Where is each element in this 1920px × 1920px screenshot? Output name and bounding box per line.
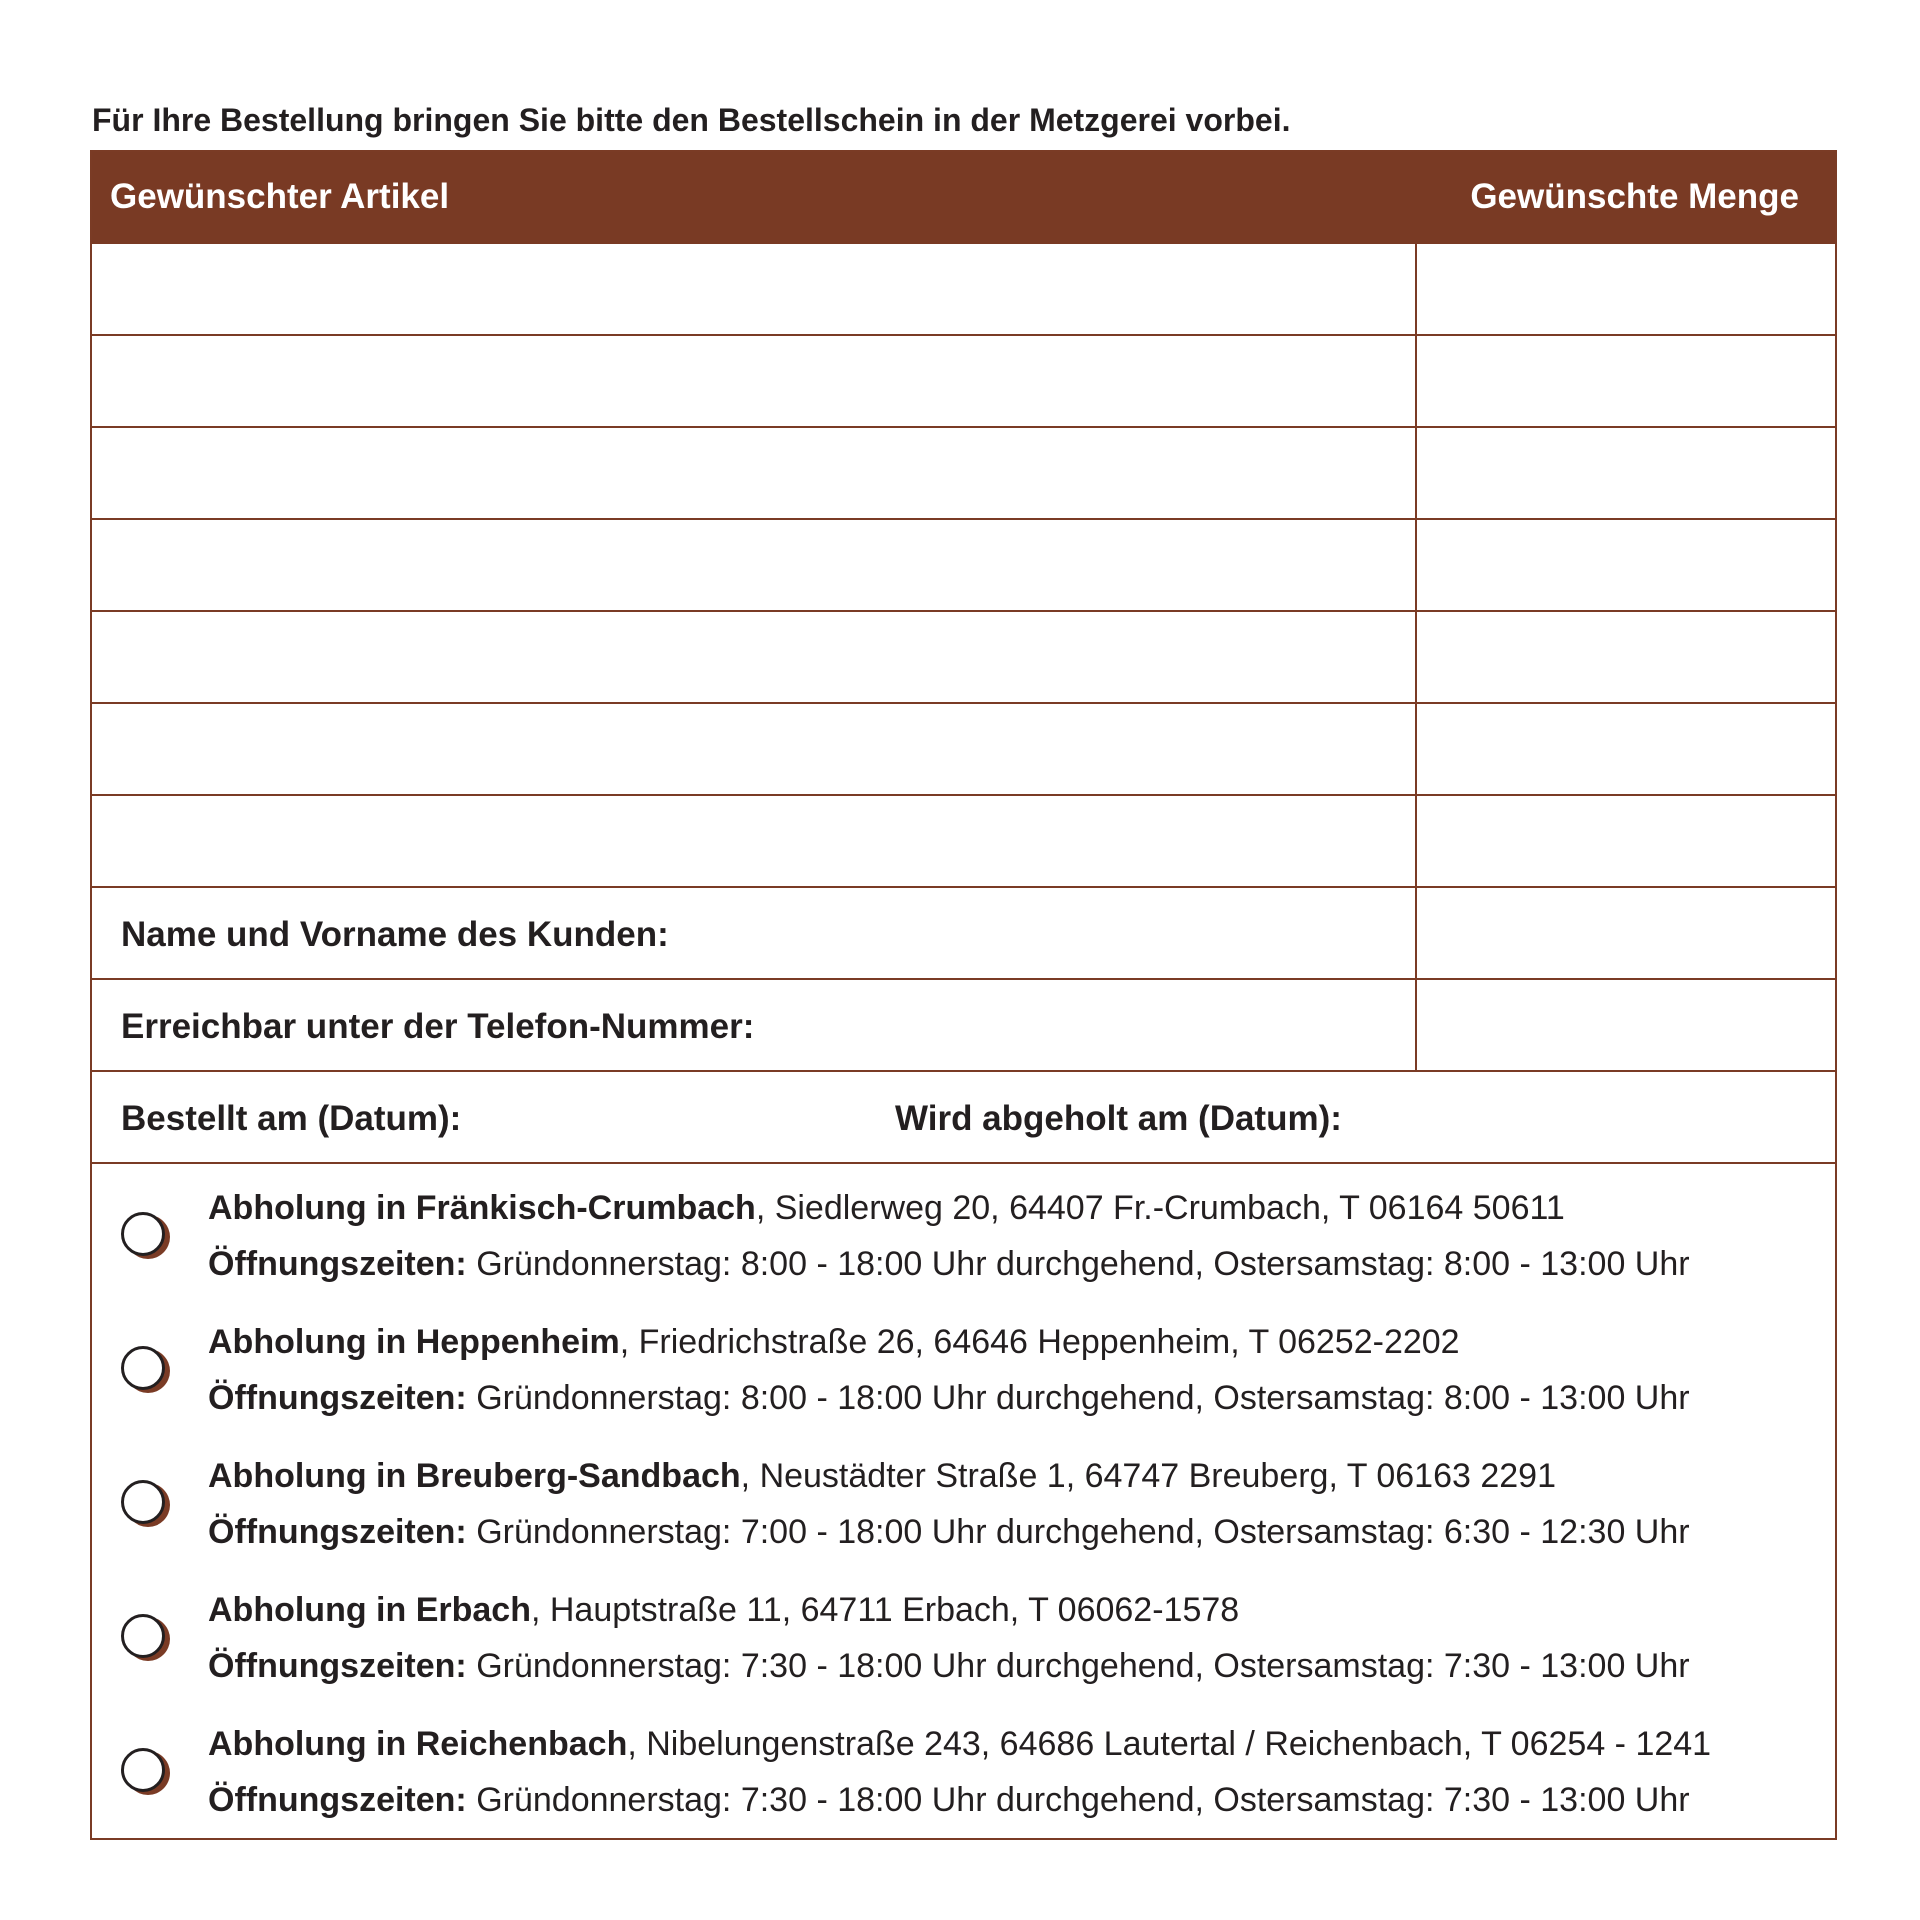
pickup-option[interactable] (92, 1566, 1837, 1686)
phone-field[interactable] (92, 980, 1417, 1070)
pickup-hours-line (208, 1780, 1690, 1820)
phone-label: Erreichbar unter der Telefon-Nummer: (121, 1007, 755, 1046)
article-input[interactable] (92, 520, 1417, 610)
date-row (92, 1072, 1835, 1164)
customer-name-field[interactable] (92, 888, 1417, 978)
pickup-option[interactable] (92, 1164, 1837, 1284)
quantity-input[interactable] (1417, 520, 1835, 610)
pickup-address-line (208, 1590, 1239, 1630)
pickup-option[interactable] (92, 1432, 1837, 1552)
article-input[interactable] (92, 704, 1417, 794)
order-row (92, 520, 1835, 612)
article-input[interactable] (92, 244, 1417, 334)
header-article: Gewünschter Artikel (110, 177, 450, 216)
pickup-hours-line (208, 1244, 1690, 1284)
order-row (92, 244, 1835, 336)
customer-name-row (92, 888, 1835, 980)
phone-extra[interactable] (1417, 980, 1835, 1070)
pickup-address: , Siedlerweg 20, 64407 Fr.-Crumbach, T 06164 50611 (755, 1189, 1565, 1227)
pickup-hours: Gründonnerstag: 7:30 - 18:00 Uhr durchgehend, Ostersamstag: 7:30 - 13:00 Uhr (466, 1647, 1690, 1685)
radio-button[interactable] (121, 1748, 165, 1792)
hours-label: Öffnungszeiten: (208, 1513, 467, 1551)
radio-button[interactable] (121, 1346, 165, 1390)
pickup-address-line (208, 1322, 1460, 1362)
radio-button[interactable] (121, 1614, 165, 1658)
pickup-hours: Gründonnerstag: 8:00 - 18:00 Uhr durchgehend, Ostersamstag: 8:00 - 13:00 Uhr (466, 1379, 1690, 1417)
article-input[interactable] (92, 336, 1417, 426)
quantity-input[interactable] (1417, 796, 1835, 886)
article-input[interactable] (92, 796, 1417, 886)
pickup-hours-line (208, 1378, 1690, 1418)
hours-label: Öffnungszeiten: (208, 1781, 467, 1819)
pickup-on-label: Wird abgeholt am (Datum): (895, 1099, 1342, 1138)
pickup-location: Abholung in Breuberg-Sandbach (208, 1457, 741, 1495)
customer-name-extra[interactable] (1417, 888, 1835, 978)
pickup-address-line (208, 1724, 1711, 1764)
pickup-hours-line (208, 1512, 1690, 1552)
pickup-option[interactable] (92, 1700, 1837, 1820)
radio-button[interactable] (121, 1480, 165, 1524)
order-row (92, 796, 1835, 888)
pickup-location: Abholung in Erbach (208, 1591, 531, 1629)
article-input[interactable] (92, 428, 1417, 518)
pickup-address: , Nibelungenstraße 243, 64686 Lautertal / Reichenbach, T 06254 - 1241 (627, 1725, 1712, 1763)
pickup-location: Abholung in Heppenheim (208, 1323, 620, 1361)
date-field[interactable] (92, 1072, 1835, 1162)
article-input[interactable] (92, 612, 1417, 702)
quantity-input[interactable] (1417, 336, 1835, 426)
order-form (90, 150, 1837, 1840)
table-header (92, 152, 1835, 244)
pickup-hours: Gründonnerstag: 7:30 - 18:00 Uhr durchgehend, Ostersamstag: 7:30 - 13:00 Uhr (466, 1781, 1690, 1819)
order-row (92, 612, 1835, 704)
pickup-hours: Gründonnerstag: 7:00 - 18:00 Uhr durchgehend, Ostersamstag: 6:30 - 12:30 Uhr (466, 1513, 1690, 1551)
quantity-input[interactable] (1417, 704, 1835, 794)
pickup-address-line (208, 1188, 1565, 1228)
pickup-option[interactable] (92, 1298, 1837, 1418)
quantity-input[interactable] (1417, 244, 1835, 334)
customer-name-label: Name und Vorname des Kunden: (121, 915, 669, 954)
pickup-location: Abholung in Reichenbach (208, 1725, 628, 1763)
order-row (92, 704, 1835, 796)
pickup-address-line (208, 1456, 1556, 1496)
pickup-address: , Friedrichstraße 26, 64646 Heppenheim, T 06252-2202 (619, 1323, 1460, 1361)
intro-text: Für Ihre Bestellung bringen Sie bitte den Bestellschein in der Metzgerei vorbei. (92, 102, 1291, 138)
pickup-address: , Hauptstraße 11, 64711 Erbach, T 06062-1578 (530, 1591, 1240, 1629)
quantity-input[interactable] (1417, 428, 1835, 518)
pickup-hours: Gründonnerstag: 8:00 - 18:00 Uhr durchgehend, Ostersamstag: 8:00 - 13:00 Uhr (466, 1245, 1690, 1283)
radio-button[interactable] (121, 1212, 165, 1256)
order-row (92, 336, 1835, 428)
pickup-location: Abholung in Fränkisch-Crumbach (208, 1189, 756, 1227)
ordered-on-label: Bestellt am (Datum): (121, 1099, 462, 1138)
order-row (92, 428, 1835, 520)
quantity-input[interactable] (1417, 612, 1835, 702)
hours-label: Öffnungszeiten: (208, 1379, 467, 1417)
pickup-hours-line (208, 1646, 1690, 1686)
hours-label: Öffnungszeiten: (208, 1245, 467, 1283)
hours-label: Öffnungszeiten: (208, 1647, 467, 1685)
phone-row (92, 980, 1835, 1072)
pickup-address: , Neustädter Straße 1, 64747 Breuberg, T 06163 2291 (740, 1457, 1556, 1495)
header-quantity: Gewünschte Menge (1470, 177, 1799, 216)
